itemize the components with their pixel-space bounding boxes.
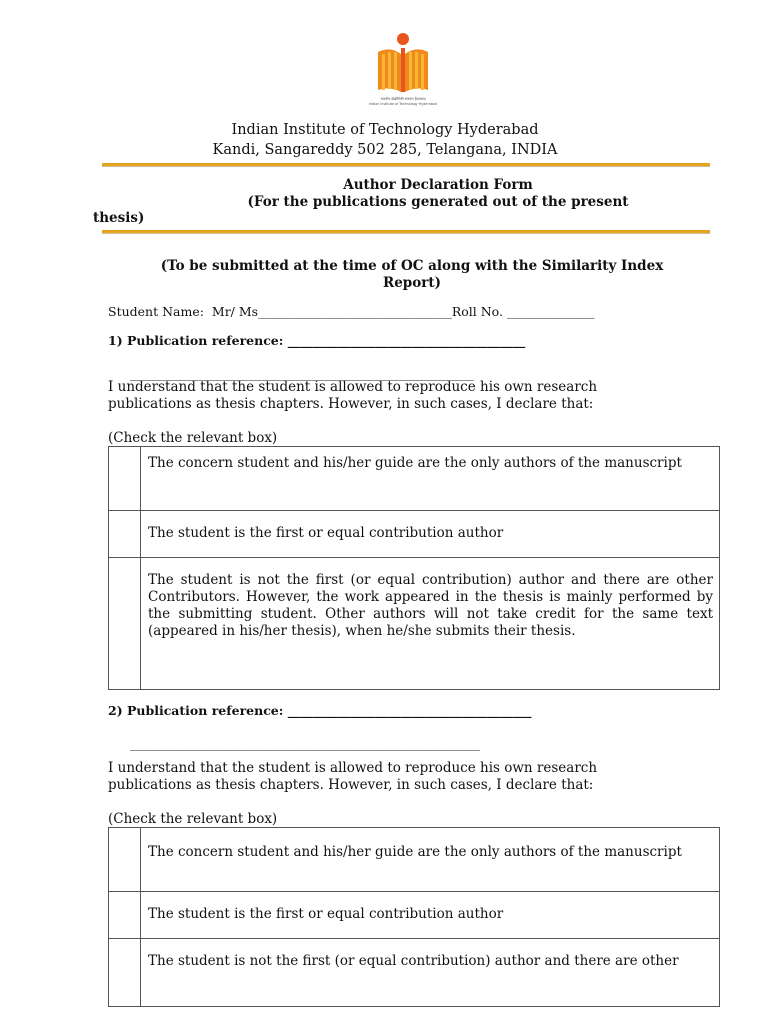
logo-caption-english: Indian Institute of Technology Hyderabad [369, 102, 437, 106]
publication-reference-1[interactable]: 1) Publication reference: ______________________________________ [108, 333, 526, 348]
declaration-option-text: The student is the first or equal contribution author [141, 892, 720, 939]
check-instruction-1: (Check the relevant box) [108, 430, 278, 446]
declaration-intro-2-cont: publications as thesis chapters. However, in such cases, I declare that: [108, 777, 594, 793]
student-name-label: Student Name: [108, 304, 204, 319]
publication-reference-2-cont[interactable]: ________________________________________________________ [130, 736, 480, 751]
check-instruction-2: (Check the relevant box) [108, 811, 278, 827]
declaration-row [109, 892, 720, 939]
student-name-field[interactable]: Mr/ Ms_______________________________ [211, 304, 452, 319]
declaration-intro-1: I understand that the student is allowed to reproduce his own research [108, 379, 598, 395]
roll-no-label: Roll No. [451, 304, 503, 319]
declaration-intro-2: I understand that the student is allowed to reproduce his own research [108, 760, 598, 776]
declaration-table-2 [108, 827, 720, 1007]
declaration-checkbox[interactable] [109, 828, 141, 892]
declaration-option-text: The concern student and his/her guide are the only authors of the manuscript [141, 828, 720, 892]
declaration-option-text: The student is not the first (or equal contribution) author and there are other [141, 939, 720, 1007]
declaration-checkbox[interactable] [109, 511, 141, 558]
iith-logo-graphic [368, 30, 438, 114]
submission-note-cont: Report) [383, 275, 441, 291]
institute-name: Indian Institute of Technology Hyderabad [231, 122, 539, 138]
form-subtitle-cont: thesis) [93, 210, 145, 226]
publication-reference-1-cont[interactable]: _______________________________________________________ [130, 366, 474, 381]
declaration-row [109, 558, 720, 690]
declaration-row [109, 939, 720, 1007]
declaration-table-1 [108, 446, 720, 690]
declaration-checkbox[interactable] [109, 558, 141, 690]
iith-logo [368, 30, 438, 114]
declaration-row [109, 511, 720, 558]
declaration-intro-1-cont: publications as thesis chapters. However, in such cases, I declare that: [108, 396, 594, 412]
header-divider [102, 163, 710, 167]
student-line [108, 304, 594, 319]
institute-address: Kandi, Sangareddy 502 285, Telangana, INDIA [212, 142, 558, 158]
publication-reference-2[interactable]: 2) Publication reference: _______________________________________ [108, 703, 532, 718]
declaration-checkbox[interactable] [109, 939, 141, 1007]
declaration-row [109, 828, 720, 892]
form-title: Author Declaration Form [343, 177, 533, 193]
declaration-row [109, 447, 720, 511]
submission-note: (To be submitted at the time of OC along with the Similarity Index [160, 258, 664, 274]
title-divider [102, 230, 710, 234]
declaration-option-text: The student is the first or equal contribution author [141, 511, 720, 558]
declaration-option-text: The student is not the first (or equal contribution) author and there are other Contributors. However, the work appeared in the thesis is mainly performed by the submitting student. Other authors will not take credit for the same text (appeared in his/her thesis), when he/she submits their thesis. [141, 558, 720, 690]
logo-caption-hindi: भारतीय प्रौद्योगिकी संस्थान हैदराबाद [380, 97, 426, 101]
declaration-checkbox[interactable] [109, 447, 141, 511]
declaration-option-text: The concern student and his/her guide are the only authors of the manuscript [141, 447, 720, 511]
roll-no-field[interactable]: ______________ [506, 304, 595, 319]
declaration-checkbox[interactable] [109, 892, 141, 939]
form-subtitle: (For the publications generated out of the present [247, 194, 629, 210]
